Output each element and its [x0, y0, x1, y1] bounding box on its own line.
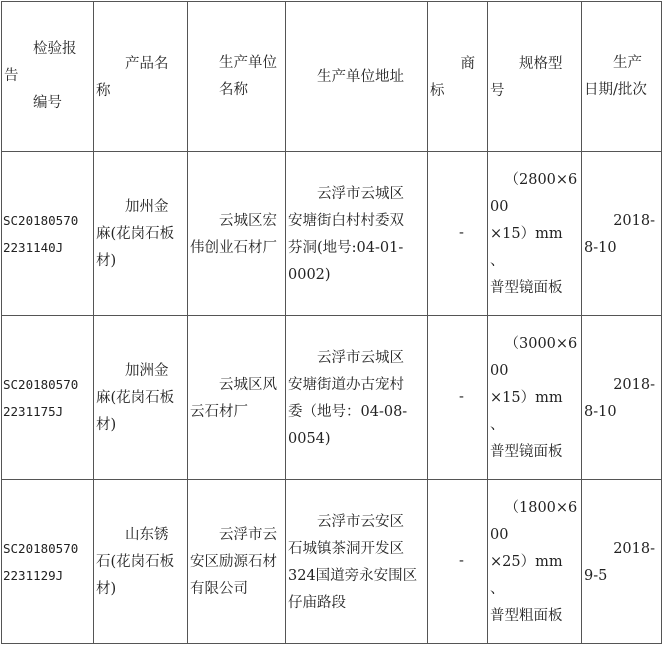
report-no-cell	[2, 152, 94, 316]
date-line: 8-10	[584, 239, 617, 256]
product-line: 加州金	[125, 199, 169, 215]
spec-line: 普型粗面板	[490, 608, 563, 624]
product-cell	[94, 316, 188, 480]
table-row	[2, 152, 662, 316]
header-maker	[188, 2, 286, 152]
spec-cell	[488, 152, 582, 316]
brand-cell	[428, 480, 488, 644]
date-line: 9-5	[584, 567, 608, 584]
spec-line: （1800×600	[490, 500, 578, 543]
header-spec-line: 规格型	[519, 55, 563, 72]
product-line: 材)	[96, 253, 117, 269]
date-cell	[582, 152, 662, 316]
header-brand	[428, 2, 488, 152]
address-line: 324国道旁永安围区	[288, 567, 418, 584]
spec-line: ×15）mm 、	[490, 390, 563, 433]
date-line: 2018-	[613, 212, 655, 229]
address-cell	[286, 316, 428, 480]
spec-line: 普型镜面板	[490, 444, 563, 460]
address-line: 芬洞(地号:04-01-	[288, 239, 404, 256]
address-line: 仔庙路段	[288, 594, 346, 611]
header-product	[94, 2, 188, 152]
address-line: 0054)	[288, 430, 331, 447]
date-line: 8-10	[584, 403, 617, 420]
date-line: 2018-	[613, 376, 655, 393]
product-line: 材)	[96, 417, 117, 433]
header-address-text: 生产单位地址	[317, 69, 404, 85]
spec-line: （2800×600	[490, 172, 578, 215]
spec-cell	[488, 316, 582, 480]
report-no-line: 2231129J	[3, 567, 64, 583]
brand-cell	[428, 152, 488, 316]
maker-line: 安区励源石材	[190, 554, 277, 570]
header-report-no-line: 告	[4, 68, 19, 84]
maker-cell	[188, 480, 286, 644]
table-row	[2, 480, 662, 644]
brand-value: -	[459, 553, 464, 569]
maker-line: 云城区风	[219, 376, 277, 393]
header-maker-line: 名称	[219, 81, 248, 98]
inspection-report-table	[1, 1, 662, 644]
header-maker-line: 生产单位	[219, 54, 277, 71]
header-brand-line: 商	[460, 55, 475, 72]
product-line: 麻(花岗石板	[96, 226, 175, 242]
product-line: 山东锈	[125, 527, 169, 543]
report-no-line: 2231140J	[3, 239, 64, 255]
brand-value: -	[459, 389, 464, 405]
header-product-line: 称	[96, 82, 111, 99]
maker-line: 云城区宏	[219, 212, 277, 229]
date-cell	[582, 480, 662, 644]
spec-line: ×15）mm 、	[490, 226, 563, 269]
address-line: 0002)	[288, 266, 331, 283]
header-report-no-line: 检验报	[33, 41, 77, 57]
address-cell	[286, 152, 428, 316]
header-report-no-line: 编号	[33, 95, 62, 111]
address-line: 安塘街白村村委双	[288, 212, 404, 229]
header-date-line: 日期/批次	[584, 81, 647, 98]
header-row	[2, 2, 662, 152]
report-no-cell	[2, 480, 94, 644]
maker-cell	[188, 152, 286, 316]
table-row	[2, 316, 662, 480]
header-address	[286, 2, 428, 152]
address-line: 安塘街道办古宠村	[288, 376, 404, 393]
address-line: 石城镇茶洞开发区	[288, 540, 404, 557]
date-line: 2018-	[613, 540, 655, 557]
maker-line: 云浮市云	[219, 527, 277, 543]
report-no-cell	[2, 316, 94, 480]
address-line: 云浮市云城区	[317, 349, 404, 366]
address-cell	[286, 480, 428, 644]
maker-line: 有限公司	[190, 581, 248, 597]
spec-line: 普型镜面板	[490, 280, 563, 296]
brand-cell	[428, 316, 488, 480]
product-cell	[94, 152, 188, 316]
address-line: 委（地号：04-08-	[288, 403, 408, 420]
report-no-line: SC20180570	[3, 376, 79, 392]
header-brand-line: 标	[430, 82, 445, 99]
header-date-line: 生产	[613, 54, 642, 71]
report-no-line: 2231175J	[3, 403, 64, 419]
header-report-no	[2, 2, 94, 152]
maker-line: 云石材厂	[190, 403, 248, 420]
maker-line: 伟创业石材厂	[190, 239, 277, 256]
spec-line: （3000×600	[490, 336, 578, 379]
product-line: 麻(花岗石板	[96, 390, 175, 406]
header-spec-line: 号	[490, 82, 505, 99]
header-spec	[488, 2, 582, 152]
brand-value: -	[459, 225, 464, 241]
address-line: 云浮市云城区	[317, 185, 404, 202]
date-cell	[582, 316, 662, 480]
spec-cell	[488, 480, 582, 644]
address-line: 云浮市云安区	[317, 513, 404, 530]
maker-cell	[188, 316, 286, 480]
product-cell	[94, 480, 188, 644]
product-line: 石(花岗石板	[96, 554, 175, 570]
product-line: 材)	[96, 581, 117, 597]
report-no-line: SC20180570	[3, 212, 79, 228]
product-line: 加洲金	[125, 363, 169, 379]
report-no-line: SC20180570	[3, 540, 79, 556]
header-product-line: 产品名	[125, 55, 169, 72]
header-date	[582, 2, 662, 152]
spec-line: ×25）mm 、	[490, 554, 563, 597]
